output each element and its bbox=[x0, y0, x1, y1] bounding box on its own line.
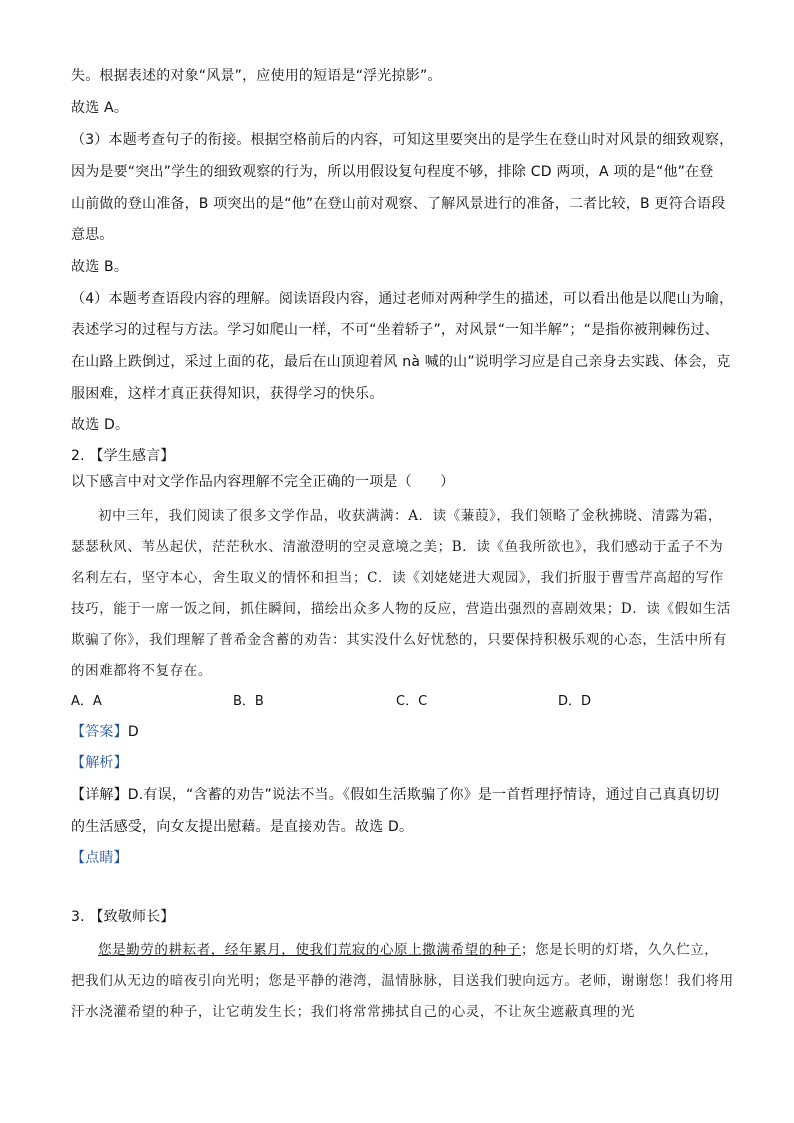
passage-line: 把我们从无边的暗夜引向光明；您是平静的港湾，温情脉脉，目送我们驶向远方。老师，谢谢您！我们将用 bbox=[71, 973, 734, 989]
comment-tag bbox=[71, 848, 128, 868]
underlined-sentence: 您是勤劳的耕耘者，经年累月，使我们荒寂的心原上撒满希望的种子 bbox=[98, 942, 521, 958]
analysis-label: 【解析】 bbox=[71, 755, 128, 771]
answer-tag: 【答案】 bbox=[71, 724, 128, 740]
text-line: 服困难，这样才真正获得知识，获得学习的快乐。 bbox=[71, 386, 384, 402]
comment-label: 【点睛】 bbox=[71, 850, 128, 866]
text-line: 山前做的登山准备，B 项突出的是“他”在登山前对观察、了解风景进行的准备，二者比较，B 更符合语段 bbox=[71, 196, 726, 212]
text-line: 表述学习的过程与方法。学习如爬山一样，不可“坐着轿子”，对风景“一知半解”；“是指你被荆棘伤过、 bbox=[71, 322, 719, 338]
question-stem: 以下感言中对文学作品内容理解不完全正确的一项是（ ） bbox=[71, 474, 455, 490]
option-d: D．D bbox=[558, 694, 592, 709]
answer-value: D bbox=[127, 724, 139, 740]
option-c: C．C bbox=[396, 694, 428, 709]
detail-line: 的生活感受，向女友提出慰藉。是直接劝告。故选 D。 bbox=[71, 819, 414, 835]
passage-text: ；您是长明的灯塔，久久伫立， bbox=[521, 942, 719, 958]
passage-line: 汗水浇灌希望的种子，让它萌发生长；我们将常常拂拭自己的心灵，不让灰尘遮蔽真理的光 bbox=[71, 1004, 635, 1020]
answer-row bbox=[71, 722, 139, 742]
passage-line: 名利左右，坚守本心，舍生取义的情怀和担当；C．读《刘姥姥进大观园》，我们折服于曹雪芹高超的写作 bbox=[71, 570, 724, 586]
text-line: （4）本题考查语段内容的理解。阅读语段内容，通过老师对两种学生的描述，可以看出他是以爬山为喻， bbox=[71, 291, 734, 307]
text-line: 因为是要“突出”学生的细致观察的行为，所以用假设复句程度不够，排除 CD 两项，A 项的是“他”在登 bbox=[71, 164, 714, 180]
question-heading: 2. 【学生感言】 bbox=[71, 448, 175, 464]
text-line: 在山路上跌倒过，采过上面的花，最后在山顶迎着风 nà 喊的山”说明学习应是自己亲身去实践、体会，克 bbox=[71, 354, 731, 370]
detail-line: 【详解】D.有误，“含蓄的劝告”说法不当。《假如生活欺骗了你》是一首哲理抒情诗，通过自己真真切切 bbox=[71, 787, 720, 803]
answer-line: 故选 A。 bbox=[71, 100, 129, 116]
question-heading: 3. 【致敬师长】 bbox=[71, 909, 175, 925]
passage-line: 的困难都将不复存在。 bbox=[71, 663, 212, 679]
text-line: （3）本题考查句子的衔接。根据空格前后的内容，可知这里要突出的是学生在登山时对风景的细致观察， bbox=[71, 132, 734, 148]
answer-line: 故选 B。 bbox=[71, 259, 129, 275]
passage-line: 初中三年，我们阅读了很多文学作品，收获满满：A．读《蒹葭》，我们领略了金秋拂晓、清露为霜， bbox=[98, 508, 722, 524]
option-b: B．B bbox=[233, 694, 264, 709]
passage-line: 技巧，能于一席一饭之间，抓住瞬间，描绘出众多人物的反应，营造出强烈的喜剧效果；D．读《假如生活 bbox=[71, 601, 732, 617]
passage-line: 欺骗了你》，我们理解了普希金含蓄的劝告：其实没什么好忧愁的，只要保持积极乐观的心态，生活中所有 bbox=[71, 632, 727, 648]
answer-line: 故选 D。 bbox=[71, 417, 130, 433]
text-line: 失。根据表述的对象“风景”，应使用的短语是“浮光掠影”。 bbox=[71, 68, 442, 84]
option-a: A．A bbox=[71, 694, 102, 709]
text-line: 意思。 bbox=[71, 227, 114, 243]
passage-line bbox=[98, 940, 718, 960]
analysis-tag bbox=[71, 753, 128, 773]
passage-line: 瑟瑟秋风、苇丛起伏，茫茫秋水、清澈澄明的空灵意境之美；B．读《鱼我所欲也》，我们感动于孟子不为 bbox=[71, 539, 724, 555]
